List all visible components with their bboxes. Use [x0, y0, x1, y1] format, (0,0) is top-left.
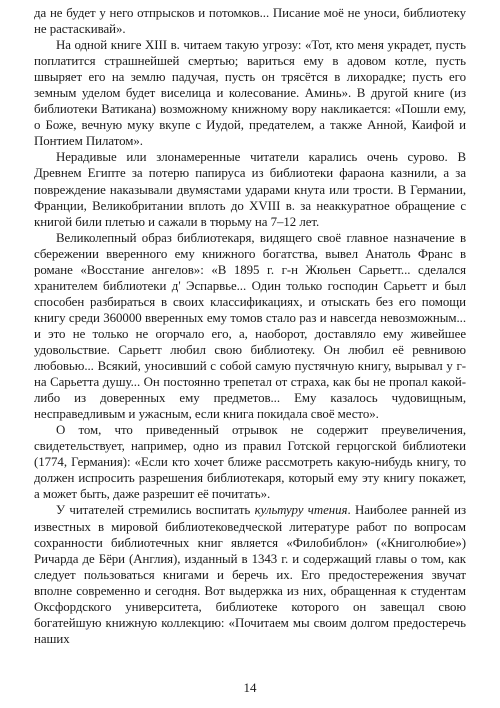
paragraph: Нерадивые или злонамеренные читатели карались очень сурово. В Древнем Египте за потерю папируса из библиотеки фараона казнили, а за повреждение наказывали двумястами ударами кнута или трости. В Германии, Франции, Великобритании вплоть до XVIII в. за неаккуратное обращение с книгой били плетью и сажали в тюрьму на 7–12 лет.	[34, 150, 466, 229]
body-text	[34, 5, 466, 647]
paragraph	[34, 502, 466, 646]
paragraph: На одной книге XIII в. читаем такую угрозу: «Тот, кто меня украдет, пусть поплатится страшнейшей смертью; вариться ему в адовом котле, пусть швыряет его на землю падучая, пусть он трясётся в лихорадке; пусть его земным уделом будет виселица и колесование. Аминь». В другой книге (из библиотеки Ватикана) возможному книжному вору накликается: «Пошли ему, о Боже, вечную муку вкупе с Иудой, предателем, а также Анной, Каифой и Понтием Пилатом».	[34, 38, 466, 149]
page-number: 14	[243, 680, 257, 695]
paragraph-text-start: У читателей стремились воспитать	[56, 503, 255, 518]
paragraph: О том, что приведенный отрывок не содержит преувеличения, свидетельствует, например, одно из правил Готской герцогской библиотеки (1774, Германия): «Если кто хочет ближе рассмотреть какую-нибудь книгу, то должен испросить разрешения библиотекаря, который ему эту книгу покажет, а может быть, даже разрешит её почитать».	[34, 423, 466, 502]
paragraph: да не будет у него отпрысков и потомков... Писание моё не уноси, библиотеку не растаскивай».	[34, 6, 466, 37]
emphasis-text: культуру чтения	[254, 503, 348, 518]
paragraph: Великолепный образ библиотекаря, видящего своё главное назначение в сбережении вверенного ему книжного богатства, вывел Анатоль Франс в романе «Восстание ангелов»: «В 1895 г. г-н Жюльен Сарьетт... сделался хранителем библиотеки д' Эспарвье... Один только господин Сарьетт и был способен разбираться в своих классификациях, и отыскать без его помощи книгу среди 360000 вверенных ему томов стало раз и навсегда невозможным... и это не только не огорчало его, а, наоборот, доставляло ему живейшее удовольствие. Сарьетт любил свою библиотеку. Он любил её ревнивою любовью... Всякий, уносивший с собой самую пустячную книгу, вырывал у г-на Сарьетта душу... Он постоянно трепетал от страха, как бы не пропал какой-либо из доверенных ему предметов... Ему казалось чудовищным, несправедливым и ужасным, если книга покидала своё место».	[34, 230, 466, 422]
paragraph-text-end: . Наиболее ранней из известных в мировой библиотековедческой литературе работ по вопросам сохранности библиотечных книг является «Филобиблон» («Книголюбие») Ричарда де Бёри (Англия), изданный в 1343 г. и содержащий главы о том, как следует пользоваться книгами и беречь их. Его предостережения звучат вполне современно и сегодня. Вот выдержка из них, обращенная к студентам Оксфордского университета, библиотеке которого он завещал свою богатейшую книжную коллекцию: «Почитаем мы своим долгом предостеречь наших	[34, 503, 466, 646]
